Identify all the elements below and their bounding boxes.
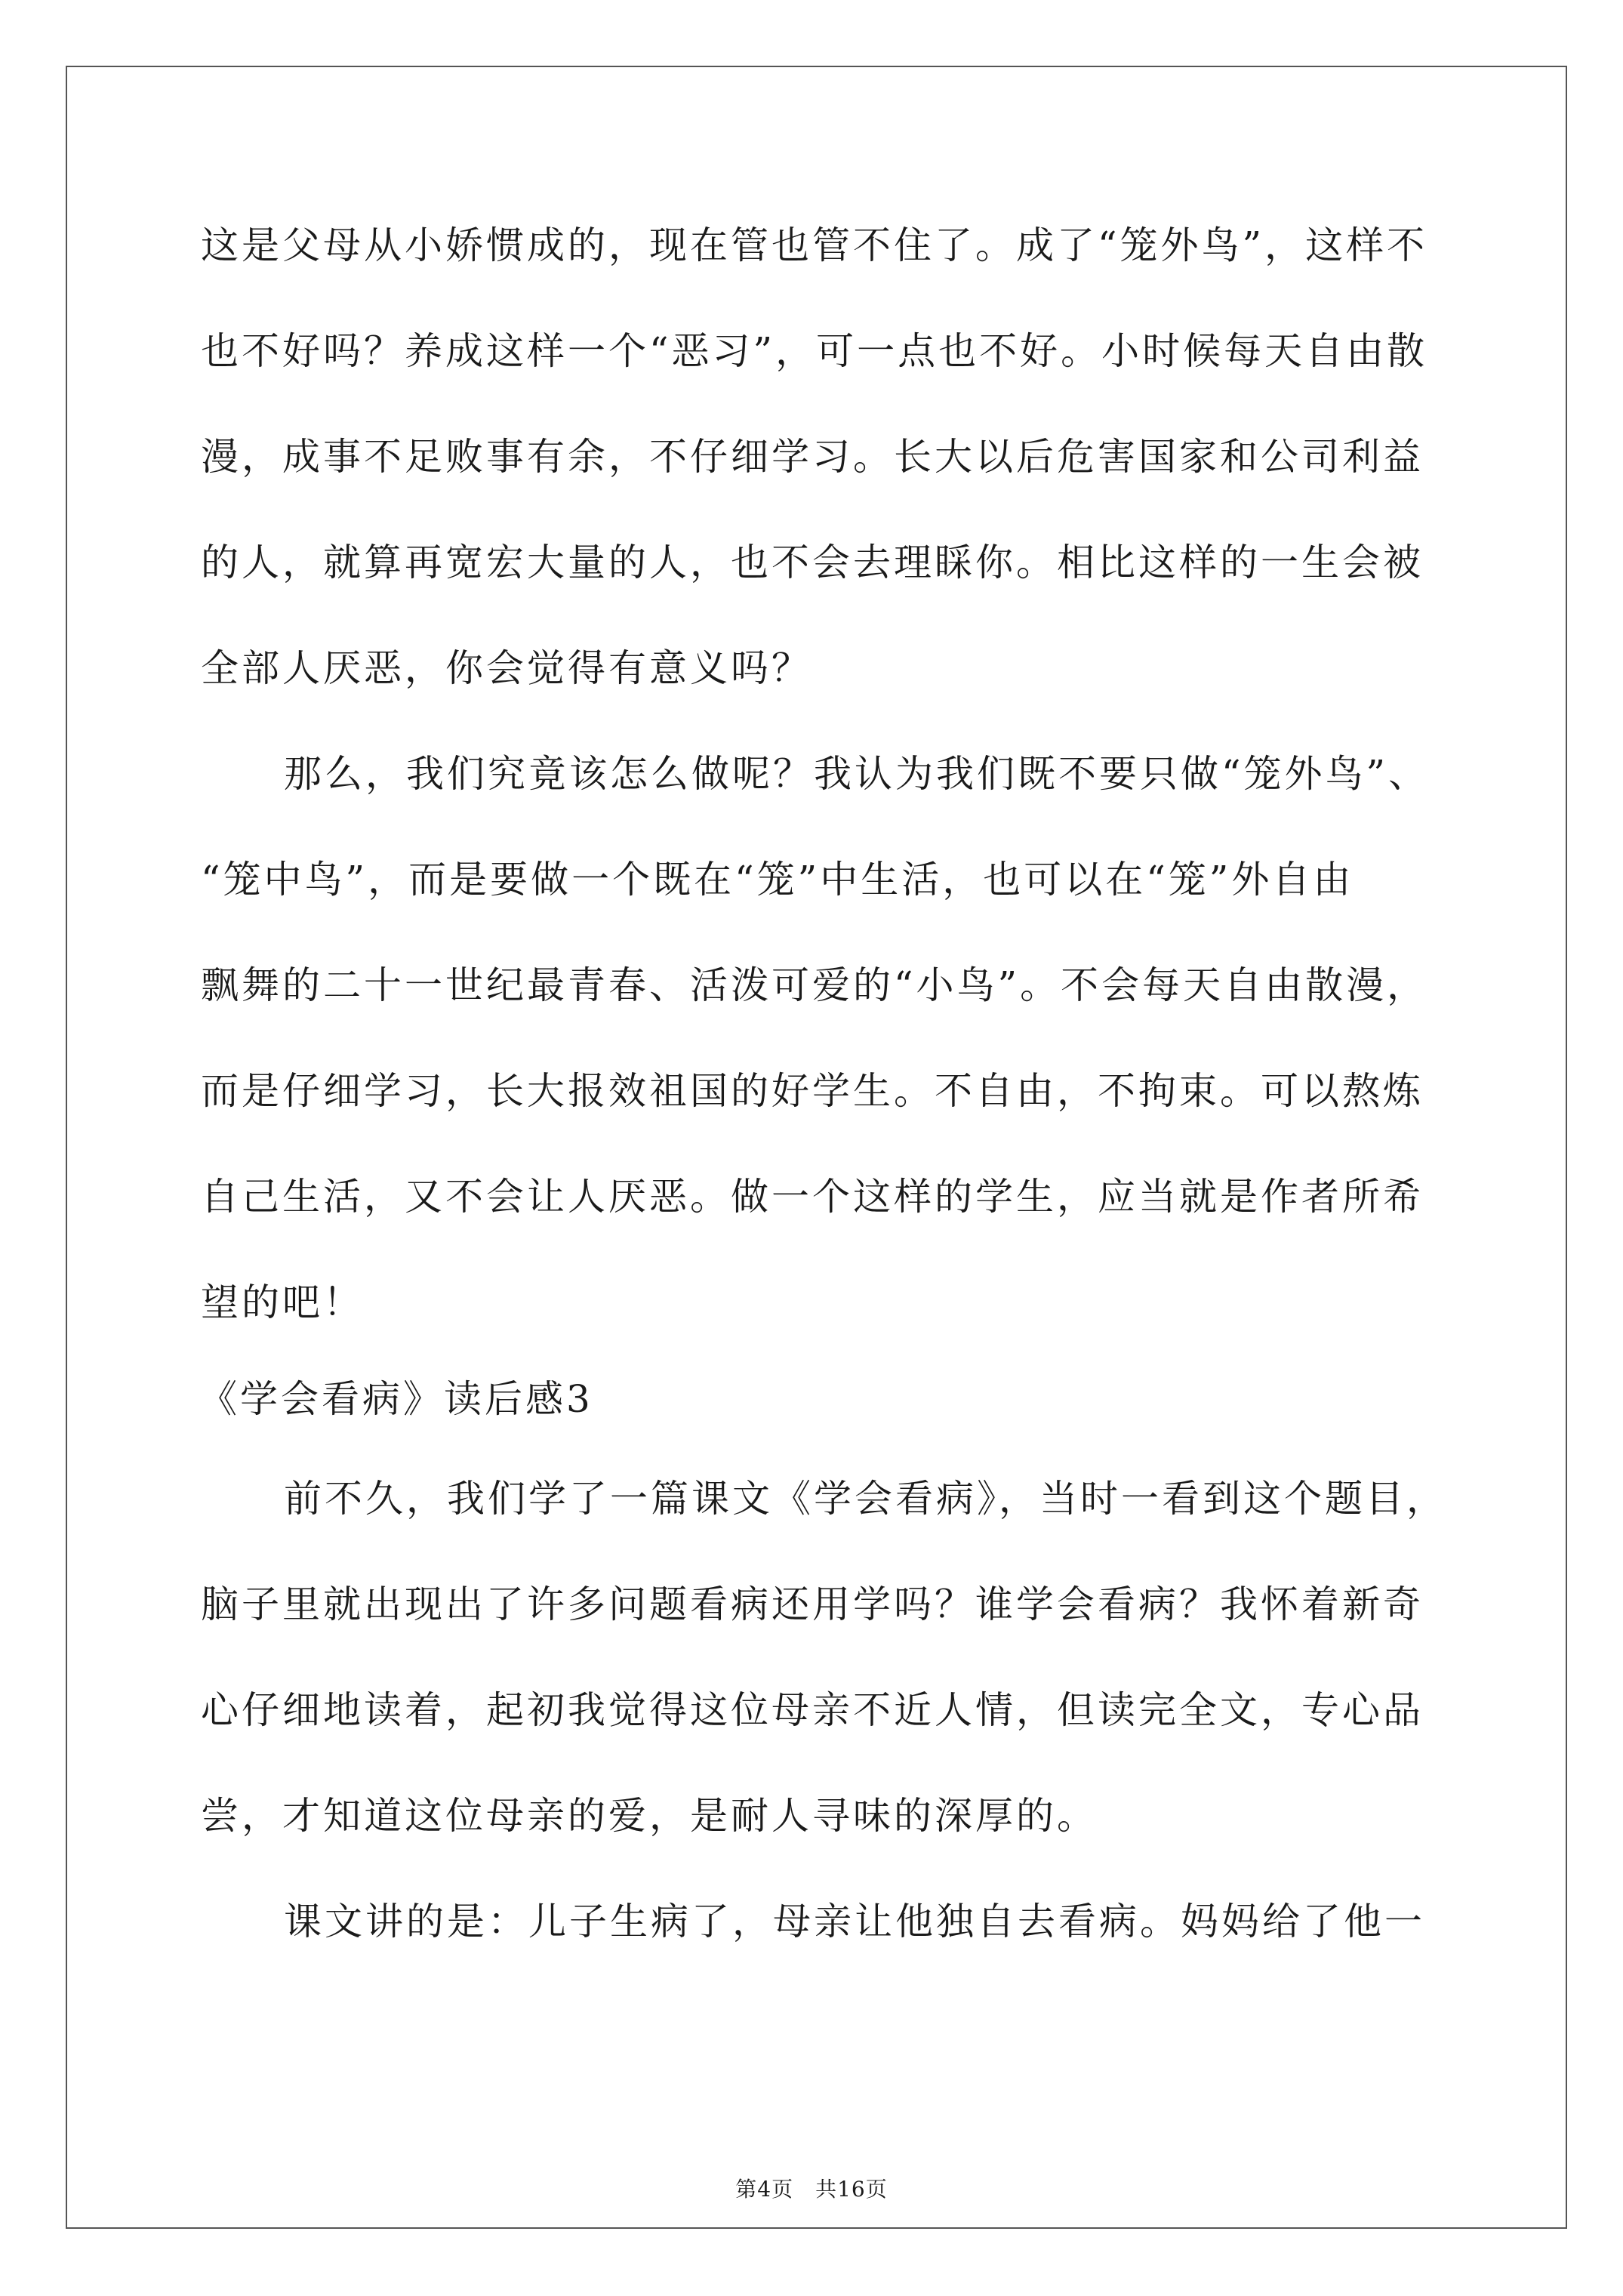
text-line: 自己生活，又不会让人厌恶。做一个这样的学生，应当就是作者所希 bbox=[201, 1175, 1424, 1219]
paragraph-start-line: 前不久，我们学了一篇课文《学会看病》，当时一看到这个题目， bbox=[284, 1477, 1447, 1521]
text-line: 脑子里就出现出了许多问题看病还用学吗？谁学会看病？我怀着新奇 bbox=[201, 1583, 1424, 1626]
text-line: 的人，就算再宽宏大量的人，也不会去理睬你。相比这样的一生会被 bbox=[201, 541, 1424, 584]
text-line: 也不好吗？养成这样一个“恶习”，可一点也不好。小时候每天自由散 bbox=[201, 329, 1428, 373]
text-line: 心仔细地读着，起初我觉得这位母亲不近人情，但读完全文，专心品 bbox=[201, 1688, 1424, 1732]
page-number: 第4页 共16页 bbox=[735, 2177, 888, 2202]
text-line: 而是仔细学习，长大报效祖国的好学生。不自由，不拘束。可以熬炼 bbox=[201, 1069, 1424, 1113]
text-line: 漫，成事不足败事有余，不仔细学习。长大以后危害国家和公司利益 bbox=[201, 435, 1424, 479]
text-line: 尝，才知道这位母亲的爱，是耐人寻味的深厚的。 bbox=[201, 1794, 1098, 1838]
text-line: 全部人厌恶，你会觉得有意义吗？ bbox=[201, 646, 812, 690]
text-line: 这是父母从小娇惯成的，现在管也管不住了。成了“笼外鸟”，这样不 bbox=[201, 223, 1428, 267]
text-line: 飘舞的二十一世纪最青春、活泼可爱的“小鸟”。不会每天自由散漫， bbox=[201, 963, 1428, 1007]
text-line: “笼中鸟”，而是要做一个既在“笼”中生活，也可以在“笼”外自由 bbox=[201, 858, 1354, 901]
paragraph-start-line: 课文讲的是：儿子生病了，母亲让他独自去看病。妈妈给了他一 bbox=[284, 1900, 1425, 1943]
section-heading: 《学会看病》读后感3 bbox=[199, 1377, 593, 1421]
paragraph-start-line: 那么，我们究竟该怎么做呢？我认为我们既不要只做“笼外鸟”、 bbox=[284, 752, 1430, 796]
text-line: 望的吧！ bbox=[201, 1281, 364, 1324]
